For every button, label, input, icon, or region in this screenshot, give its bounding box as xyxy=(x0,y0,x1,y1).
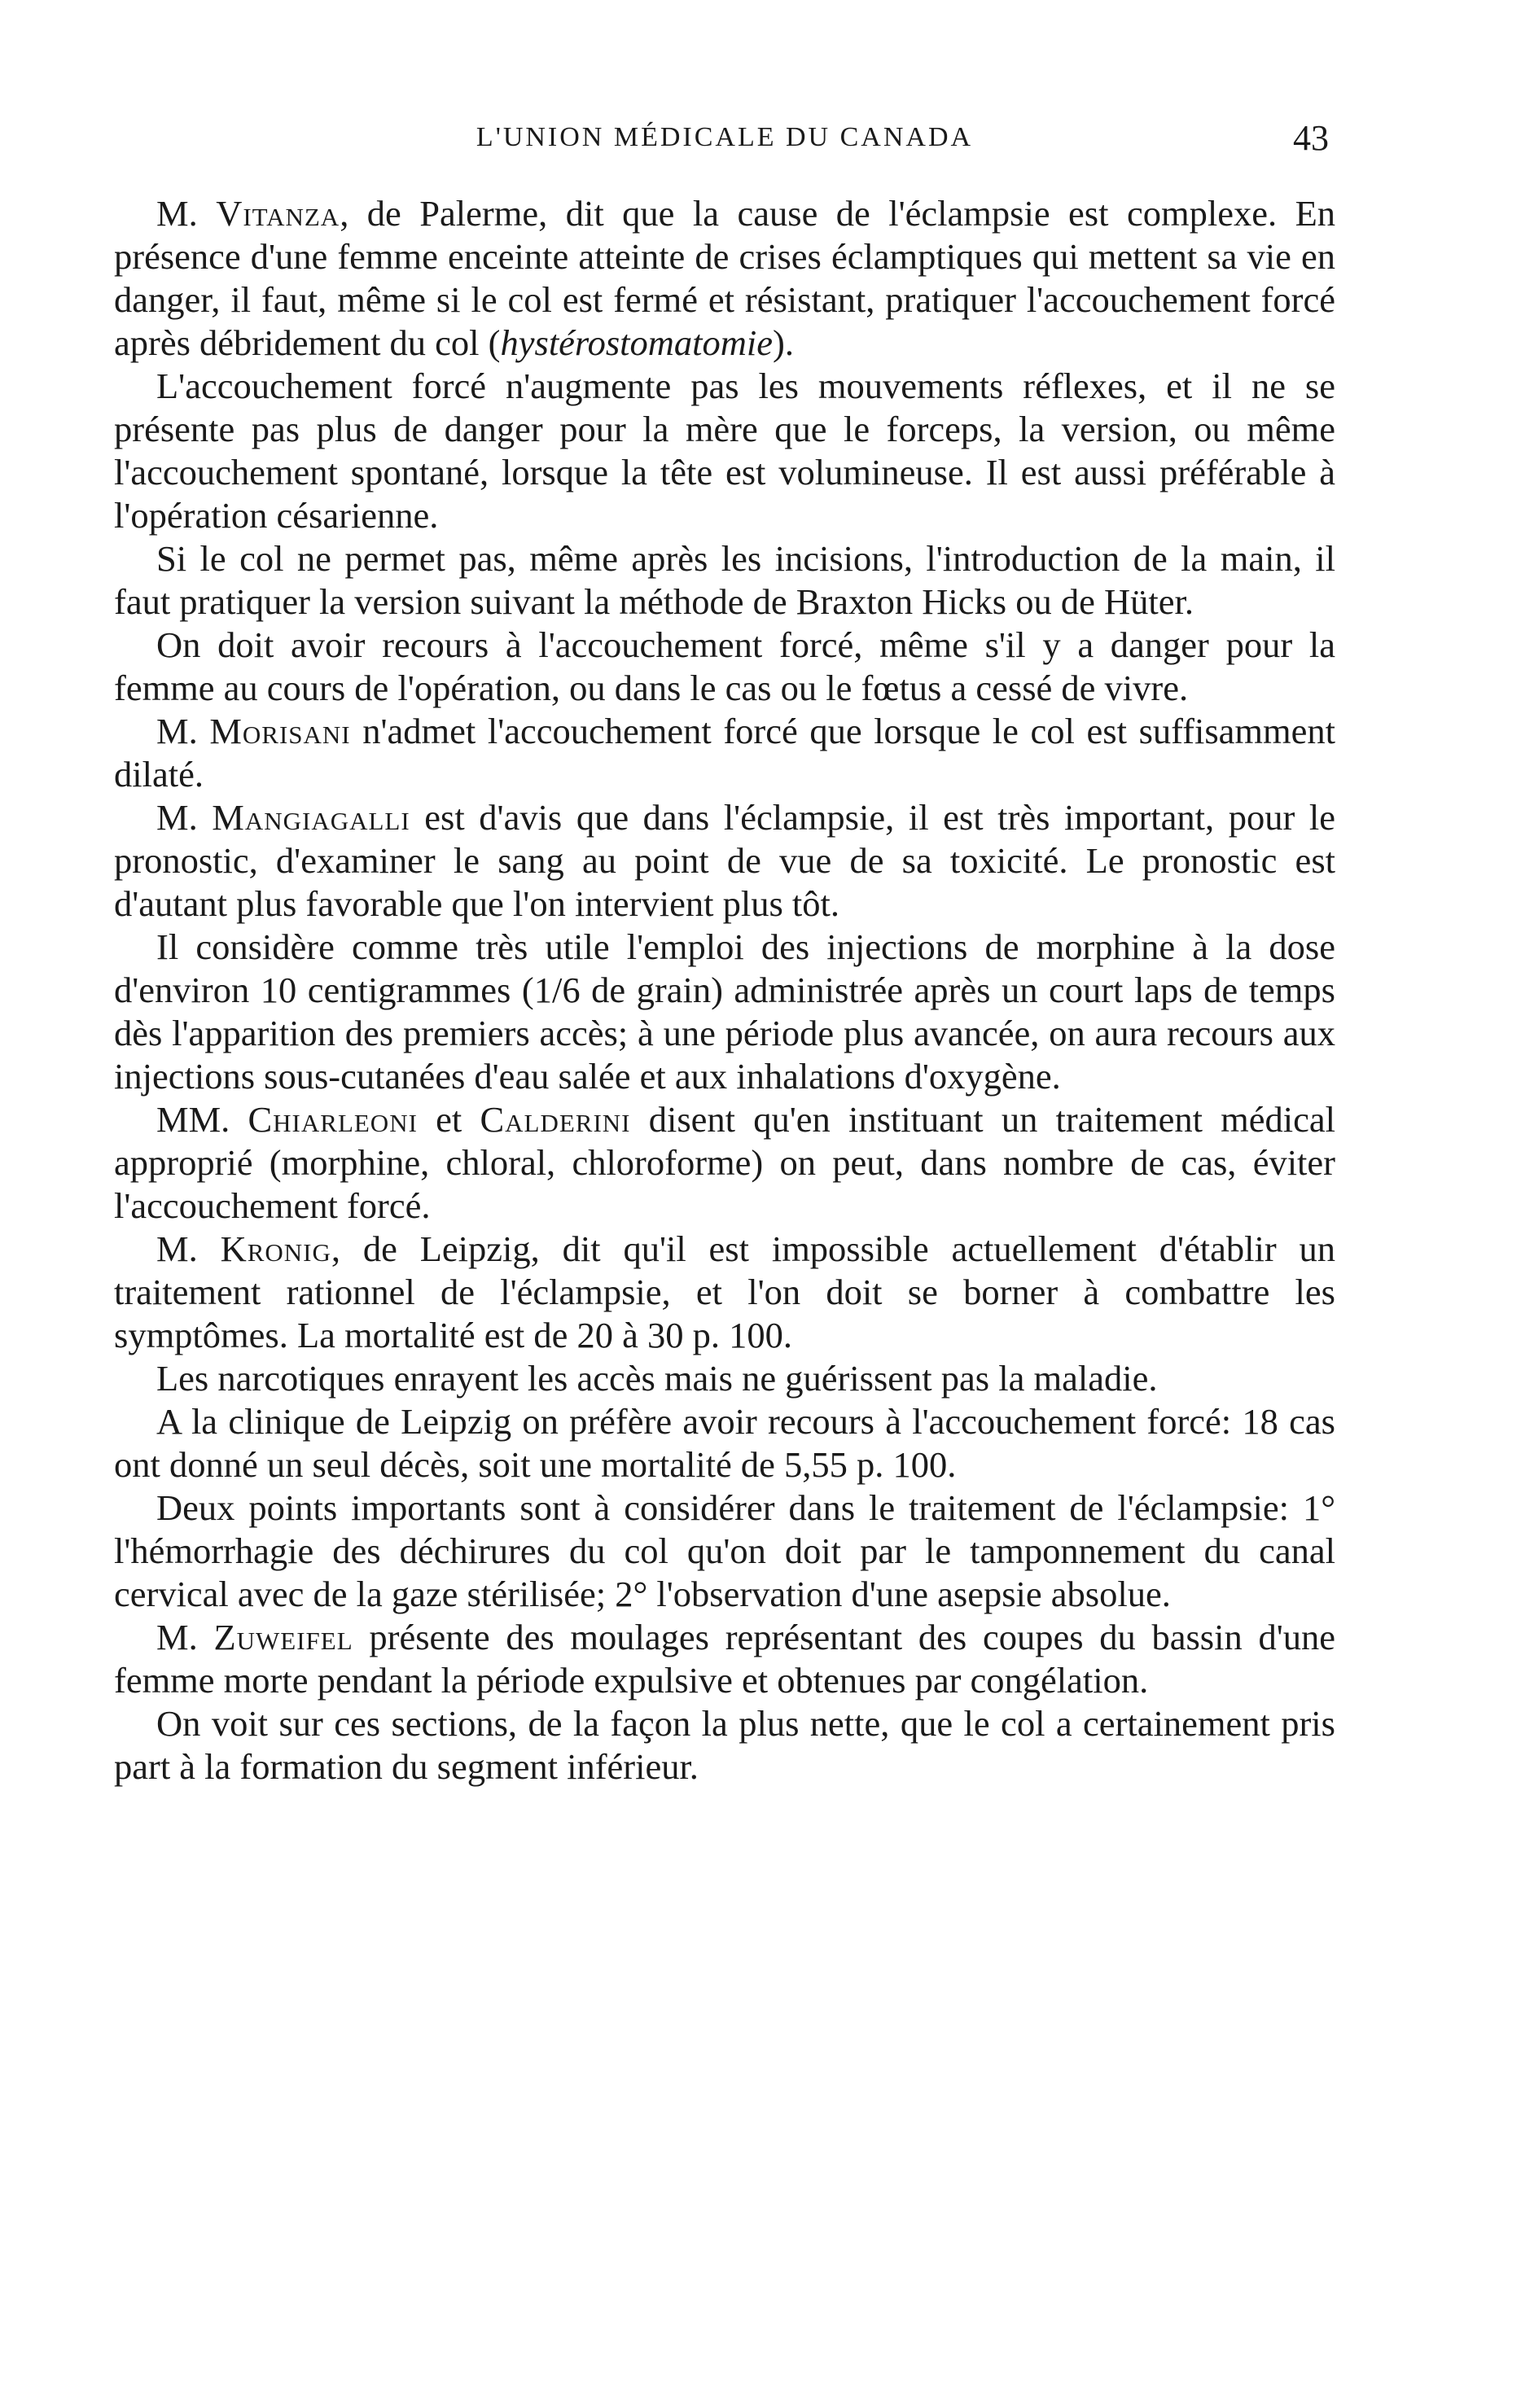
italic-term: hystérostomatomie xyxy=(500,322,774,363)
paragraph-text: n'admet l'accouchement forcé que lorsque le col est suffisamment dilaté. xyxy=(114,711,1335,795)
paragraph-text: et xyxy=(417,1099,480,1140)
paragraph: Deux points importants sont à considérer dans le traitement de l'éclampsie: 1° l'hémorrhagie des déchirures du col qu'on doit par le tamponnement du canal cervical avec de la gaze stérilisée; 2° l'observation d'une asepsie absolue. xyxy=(114,1487,1335,1614)
paragraph-chiarleoni-calderini xyxy=(114,1098,1335,1228)
book-page xyxy=(114,118,1335,1788)
paragraph-prefix: M. xyxy=(156,1228,221,1269)
paragraph: On doit avoir recours à l'accouchement forcé, même s'il y a danger pour la femme au cours de l'opération, ou dans le cas ou le fœtus a cessé de vivre. xyxy=(114,624,1335,708)
paragraph: Si le col ne permet pas, même après les incisions, l'introduction de la main, il faut pratiquer la version suivant la méthode de Braxton Hicks ou de Hüter. xyxy=(114,538,1335,622)
running-head xyxy=(114,118,1335,171)
paragraph-mangiagalli xyxy=(114,796,1335,926)
page-number: 43 xyxy=(1293,118,1329,158)
paragraph-morisani xyxy=(114,710,1335,796)
body-text xyxy=(114,192,1335,1788)
paragraph-prefix: M. xyxy=(156,797,213,838)
paragraph: Les narcotiques enrayent les accès mais ne guérissent pas la maladie. xyxy=(156,1358,1158,1399)
paragraph-kronig xyxy=(114,1228,1335,1357)
speaker-name: Zuweifel xyxy=(213,1617,353,1657)
running-title: L'UNION MÉDICALE DU CANADA xyxy=(476,122,974,152)
paragraph-text: est d'avis que dans l'éclampsie, il est très important, pour le pronostic, d'examiner le sang au point de vue de sa toxicité. Le pronostic est d'autant plus favorable que l'on intervient plus tôt. xyxy=(114,797,1335,924)
paragraph-text: présente des moulages représentant des coupes du bassin d'une femme morte pendant la période expulsive et obtenues par congélation. xyxy=(114,1617,1335,1701)
speaker-name: Mangiagalli xyxy=(212,797,410,838)
paragraph: On voit sur ces sections, de la façon la plus nette, que le col a certainement pris part à la formation du segment inférieur. xyxy=(114,1703,1335,1787)
speaker-name: Chiarleoni xyxy=(248,1099,418,1140)
speaker-name: Morisani xyxy=(209,711,351,751)
paragraph-text: , de Palerme, dit que la cause de l'éclampsie est complexe. En présence d'une femme enceinte atteinte de crises éclamptiques qui mettent sa vie en danger, il faut, même si le col est fermé et résistant, pratiquer l'accouchement forcé après débridement du col ( xyxy=(114,193,1335,363)
paragraph: A la clinique de Leipzig on préfère avoir recours à l'accouchement forcé: 18 cas ont donné un seul décès, soit une mortalité de 5,55 p. 100. xyxy=(114,1401,1335,1485)
speaker-name: Vitanza xyxy=(216,193,340,234)
paragraph-prefix: M. xyxy=(156,711,210,751)
paragraph-zuweifel xyxy=(114,1616,1335,1702)
paragraph-prefix: M. xyxy=(156,1617,214,1657)
speaker-name-2: Calderini xyxy=(480,1099,631,1140)
paragraph: Il considère comme très utile l'emploi des injections de morphine à la dose d'environ 10 centigrammes (1/6 de grain) administrée après un court laps de temps dès l'apparition des premiers accès; à une période plus avancée, on aura recours aux injections sous-cutanées d'eau salée et aux inhalations d'oxygène. xyxy=(114,926,1335,1097)
paragraph-prefix: M. xyxy=(156,193,217,234)
paragraph-text-2: disent qu'en instituant un traitement médical approprié (morphine, chloral, chloroforme) on peut, dans nombre de cas, éviter l'accouchement forcé. xyxy=(114,1099,1335,1226)
paragraph: L'accouchement forcé n'augmente pas les mouvements réflexes, et il ne se présente pas plus de danger pour la mère que le forceps, la version, ou même l'accouchement spontané, lorsque la tête est volumineuse. Il est aussi préférable à l'opération césarienne. xyxy=(114,366,1335,536)
speaker-name: Kronig xyxy=(220,1228,331,1269)
paragraph-suffix: ). xyxy=(773,322,794,363)
paragraph-prefix: MM. xyxy=(156,1099,248,1140)
paragraph-text: , de Leipzig, dit qu'il est impossible actuellement d'établir un traitement rationnel de l'éclampsie, et l'on doit se borner à combattre les symptômes. La mortalité est de 20 à 30 p. 100. xyxy=(114,1228,1335,1355)
paragraph-vitanza xyxy=(114,192,1335,365)
